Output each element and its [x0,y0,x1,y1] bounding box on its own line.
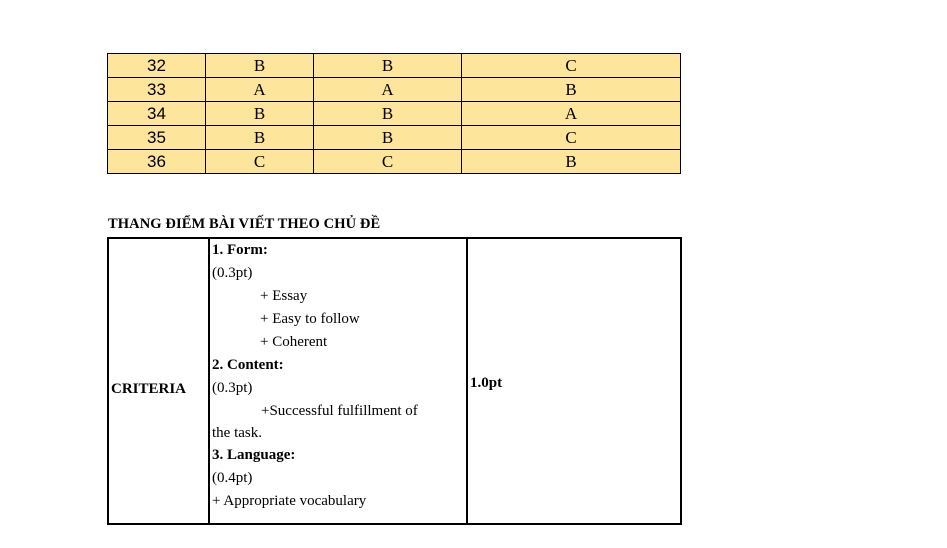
content-criterion-continued: the task. [212,425,262,441]
question-number: 36 [108,150,206,174]
language-points: (0.4pt) [212,470,253,486]
answer-key-table [107,53,681,174]
criteria-label: CRITERIA [108,238,209,524]
content-criterion: +Successful fulfillment of [261,403,418,419]
form-criterion: + Essay [260,288,308,304]
answer-cell: C [462,126,681,150]
answer-cell: A [314,78,462,102]
language-criterion: + Appropriate vocabulary [212,493,367,509]
form-points: (0.3pt) [212,265,253,281]
score-value: 1.0pt [467,238,681,524]
table-row [108,54,681,78]
answer-cell: C [314,150,462,174]
form-criterion: + Coherent [260,334,328,350]
answer-cell: B [462,78,681,102]
answer-cell: B [314,54,462,78]
table-row [108,78,681,102]
table-row [108,126,681,150]
answer-cell: B [314,102,462,126]
table-row [108,102,681,126]
answer-cell: A [462,102,681,126]
form-heading: 1. Form: [212,242,268,258]
criteria-details [209,238,467,524]
answer-cell: B [206,54,314,78]
answer-cell: A [206,78,314,102]
answer-cell: B [462,150,681,174]
question-number: 33 [108,78,206,102]
form-criterion: + Easy to follow [260,311,360,327]
question-number: 32 [108,54,206,78]
content-points: (0.3pt) [212,380,253,396]
language-heading: 3. Language: [212,447,296,463]
question-number: 35 [108,126,206,150]
answer-cell: C [462,54,681,78]
answer-cell: C [206,150,314,174]
table-row [108,150,681,174]
question-number: 34 [108,102,206,126]
content-heading: 2. Content: [212,357,284,373]
rubric-table [107,237,682,525]
rubric-heading: THANG ĐIỂM BÀI VIẾT THEO CHỦ ĐỀ [108,216,381,232]
answer-cell: B [206,126,314,150]
answer-cell: B [314,126,462,150]
answer-cell: B [206,102,314,126]
rubric-row [108,238,681,524]
